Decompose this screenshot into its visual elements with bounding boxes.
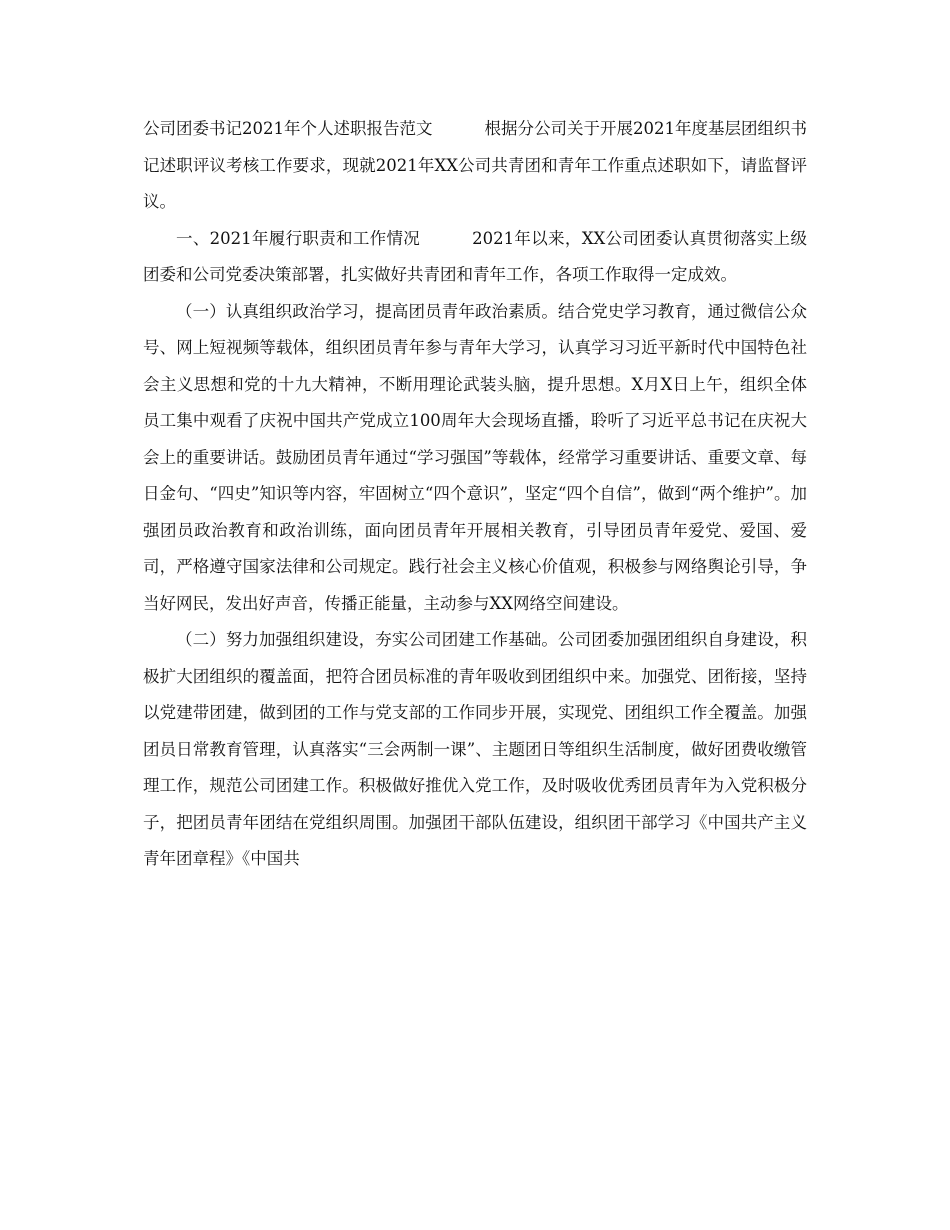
document-page — [143, 111, 807, 878]
section1-paragraph — [143, 221, 807, 294]
intro-text: 根据分公司关于开展2021年度基层团组织书记述职评议考核工作要求，现就2021年XX公司共青团和青年工作重点述职如下，请监督评议。 — [143, 119, 807, 211]
section1-text: 2021年以来，XX公司团委认真贯彻落实上级团委和公司党委决策部署，扎实做好共青团和青年工作，各项工作取得一定成效。 — [143, 228, 808, 284]
intro-paragraph — [143, 111, 807, 221]
paragraph-organization-building: （二）努力加强组织建设，夯实公司团建工作基础。公司团委加强团组织自身建设，积极扩大团组织的覆盖面，把符合团员标准的青年吸收到团组织中来。加强党、团衔接，坚持以党建带团建，做到团的工作与党支部的工作同步开展，实现党、团组织工作全覆盖。加强团员日常教育管理，认真落实“三会两制一课”、主题团日等组织生活制度，做好团费收缴管理工作，规范公司团建工作。积极做好推优入党工作，及时吸收优秀团员青年为入党积极分子，把团员青年团结在党组织周围。加强团干部队伍建设，组织团干部学习《中国共产主义青年团章程》《中国共 — [143, 630, 807, 868]
document-title: 公司团委书记2021年个人述职报告范文 — [143, 119, 433, 138]
section1-heading: 一、2021年履行职责和工作情况 — [176, 228, 421, 248]
paragraph-political-study: （一）认真组织政治学习，提高团员青年政治素质。结合党史学习教育，通过微信公众号、网上短视频等载体，组织团员青年参与青年大学习，认真学习习近平新时代中国特色社会主义思想和党的十九大精神，不断用理论武装头脑，提升思想。X月X日上午，组织全体员工集中观看了庆祝中国共产党成立100周年大会现场直播，聆听了习近平总书记在庆祝大会上的重要讲话。鼓励团员青年通过“学习强国”等载体，经常学习重要讲话、重要文章、每日金句、“四史”知识等内容，牢固树立“四个意识”，坚定“四个自信”，做到“两个维护”。加强团员政治教育和政治训练，面向团员青年开展相关教育，引导团员青年爱党、爱国、爱司，严格遵守国家法律和公司规定。践行社会主义核心价值观，积极参与网络舆论引导，争当好网民，发出好声音，传播正能量，主动参与XX网络空间建设。 — [143, 301, 807, 613]
